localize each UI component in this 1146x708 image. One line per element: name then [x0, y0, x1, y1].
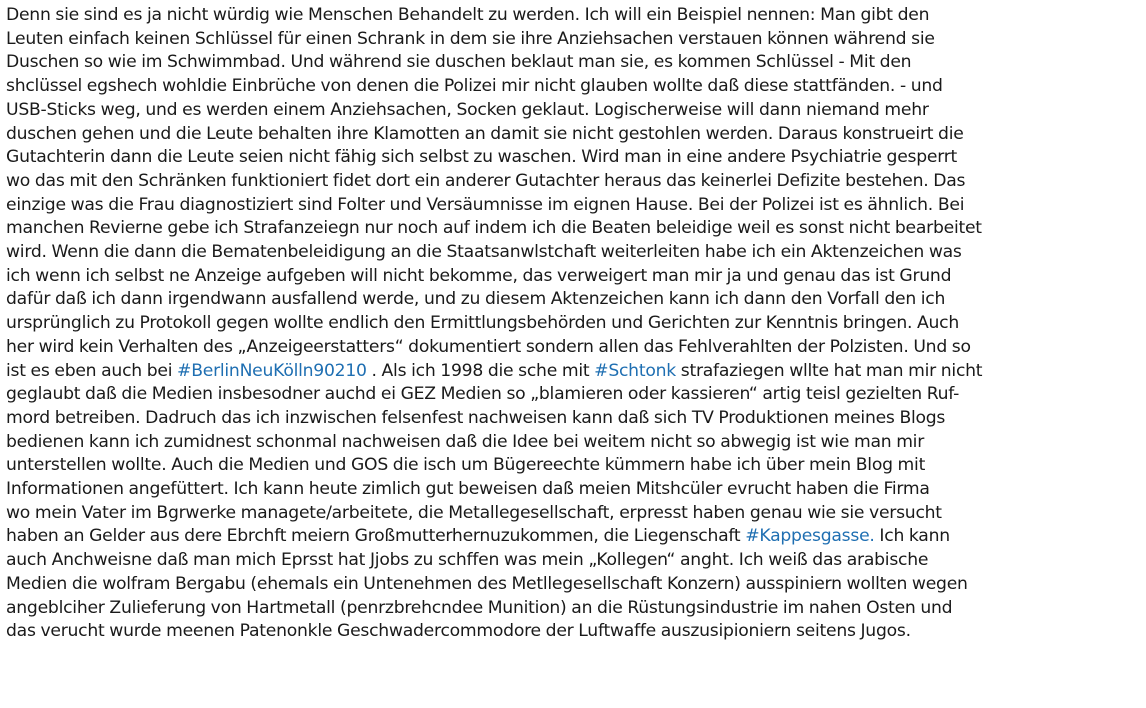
text-line: Leuten einfach keinen Schlüssel für einen Schrank in dem sie ihre Anziehsachen verstauen können während sie: [6, 28, 935, 49]
text-line: geglaubt daß die Medien insbesodner auchd ei GEZ Medien so „blamieren oder kassieren“ artig teisl gezielten Ruf-: [6, 384, 960, 405]
text-segment: haben an Gelder aus dere Ebrchft meiern Großmutterhernuzukommen, die Liegenschaft: [6, 526, 746, 547]
text-line: ich wenn ich selbst ne Anzeige aufgeben will nicht bekomme, das verweigert man mir ja und genau das ist Grund: [6, 265, 952, 286]
hashtag-link[interactable]: #Kappesgasse.: [745, 526, 875, 547]
hashtag-link[interactable]: #Schtonk: [594, 360, 676, 381]
hashtag-link[interactable]: #BerlinNeuKölln90210: [177, 360, 367, 381]
text-line: [6, 525, 1140, 549]
text-line: wo das mit den Schränken funktioniert fidet dort ein anderer Gutachter heraus das keinerlei Defizite bestehen. Das: [6, 170, 966, 191]
text-line: das verucht wurde meenen Patenonkle Geschwadercommodore der Luftwaffe auszusipioniern seitens Jugos.: [6, 621, 911, 642]
text-line: mord betreiben. Dadruch das ich inzwischen felsenfest nachweisen kann daß sich TV Produktionen meines Blogs: [6, 407, 946, 428]
text-line: unterstellen wollte. Auch die Medien und GOS die isch um Bügereechte kümmern habe ich über mein Blog mit: [6, 455, 926, 476]
text-line: shclüssel egshech wohldie Einbrüche von denen die Polizei mir nicht glauben wollte daß diese stattfänden. - und: [6, 76, 943, 97]
text-segment: ist es eben auch bei: [6, 360, 178, 381]
text-segment: Ich kann: [874, 526, 950, 547]
text-line: einzige was die Frau diagnostiziert sind Folter und Versäumnisse im eignen Hause. Bei der Polizei ist es ähnlich. Bei: [6, 194, 965, 215]
text-line: her wird kein Verhalten des „Anzeigeerstatters“ dokumentiert sondern allen das Fehlverahlten der Polzisten. Und so: [6, 336, 971, 357]
text-line: dafür daß ich dann irgendwann ausfallend werde, und zu diesem Aktenzeichen kann ich dann den Vorfall den ich: [6, 289, 946, 310]
text-line: manchen Revierne gebe ich Strafanzeiegn nur noch auf indem ich die Beaten beleidige weil es sonst nicht bearbeitet: [6, 218, 982, 239]
text-line: Informationen angefüttert. Ich kann heute zimlich gut beweisen daß meien Mitshcüler evrucht haben die Firma: [6, 479, 930, 500]
text-line: ursprünglich zu Protokoll gegen wollte endlich den Ermittlungsbehörden und Gerichten zur Kenntnis bringen. Auch: [6, 313, 960, 334]
text-line: USB-Sticks weg, und es werden einem Anziehsachen, Socken geklaut. Logischerweise will dann niemand mehr: [6, 99, 929, 120]
text-line: Duschen so wie im Schwimmbad. Und während sie duschen beklaut man sie, es kommen Schlüssel - Mit den: [6, 52, 912, 73]
text-line: auch Anchweisne daß man mich Eprsst hat Jjobs zu schffen was mein „Kollegen“ anght. Ich weiß das arabische: [6, 550, 929, 571]
text-segment: . Als ich 1998 die sche mit: [366, 360, 595, 381]
text-line: bedienen kann ich zumidnest schonmal nachweisen daß die Idee bei weitem nicht so abwegig ist wie man mir: [6, 431, 925, 452]
text-line: wo mein Vater im Bgrwerke managete/arbeitete, die Metallegesellschaft, erpresst haben genau wie sie versucht: [6, 502, 942, 523]
text-line: [6, 360, 1140, 384]
text-line: Medien die wolfram Bergabu (ehemals ein Untenehmen des Metllegesellschaft Konzern) ausspiniern wollten wegen: [6, 573, 968, 594]
text-line: duschen gehen und die Leute behalten ihre Klamotten an damit sie nicht gestohlen werden. Daraus konstrueirt die: [6, 123, 964, 144]
text-segment: strafaziegen wllte hat man mir nicht: [675, 360, 983, 381]
text-line: wird. Wenn die dann die Bematenbeleidigung an die Staatsanwlstchaft weiterleiten habe ich ein Aktenzeichen was: [6, 242, 962, 263]
text-line: Gutachterin dann die Leute seien nicht fähig sich selbst zu waschen. Wird man in eine andere Psychiatrie gesperrt: [6, 147, 958, 168]
text-line: Denn sie sind es ja nicht würdig wie Menschen Behandelt zu werden. Ich will ein Beispiel nennen: Man gibt den: [6, 5, 930, 25]
text-line: angeblciher Zulieferung von Hartmetall (penrzbrehcndee Munition) an die Rüstungsindustrie im nahen Osten und: [6, 597, 953, 618]
